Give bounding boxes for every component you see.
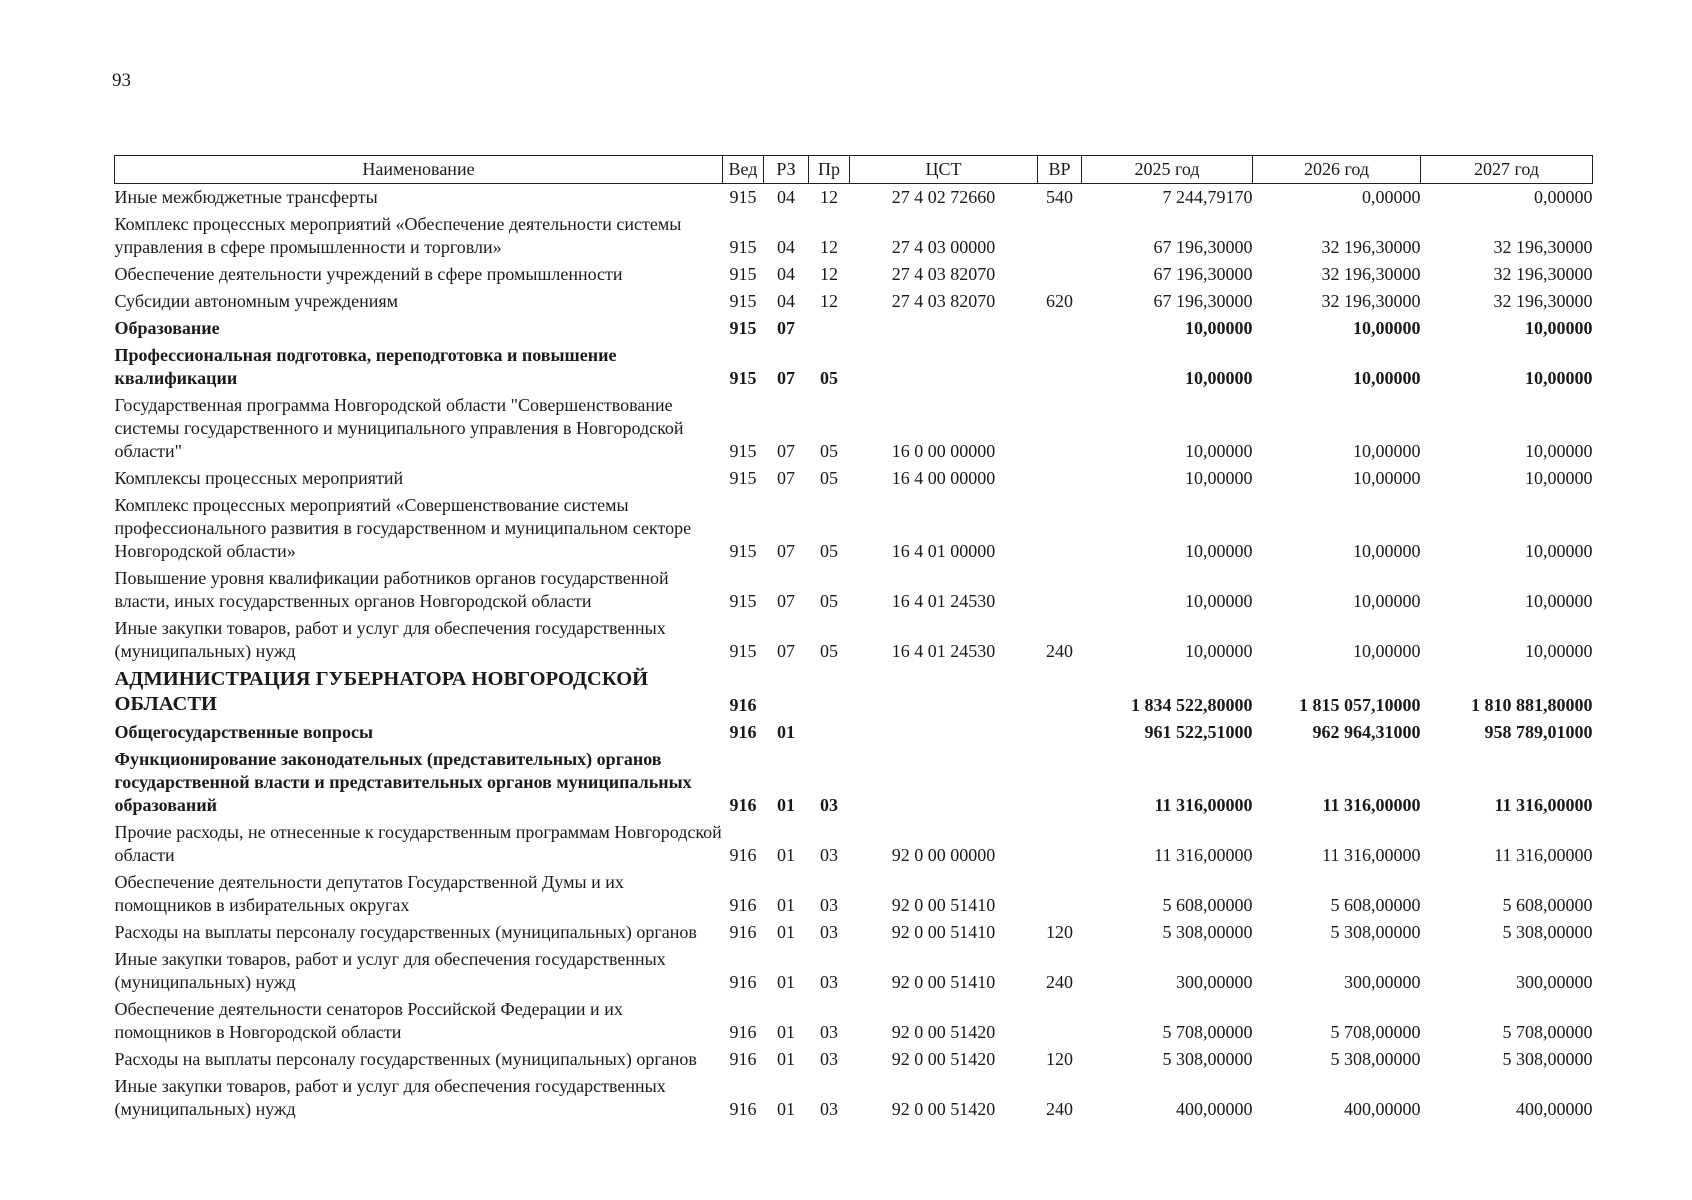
cell-pr: 12 (820, 237, 838, 257)
cell-cst: 16 4 01 24530 (891, 591, 996, 611)
cell-cst (850, 748, 1038, 821)
cell-vr (1038, 317, 1082, 344)
table-row (115, 748, 1593, 821)
cell-vr (1038, 871, 1082, 921)
cell-pr: 12 (820, 264, 838, 284)
cell-name: Иные закупки товаров, работ и услуг для обеспечения государственных (муниципальных) нужд (114, 949, 666, 992)
cell-year-2026: 32 196,30000 (1321, 237, 1421, 257)
cell-name: Комплексы процессных мероприятий (114, 468, 404, 488)
header-2026: 2026 год (1253, 156, 1421, 184)
header-2027: 2027 год (1421, 156, 1593, 184)
cell-ved: 915 (729, 318, 757, 338)
cell-ved: 916 (729, 695, 757, 715)
cell-name: Комплекс процессных мероприятий «Обеспечение деятельности системы управления в сфере промышленности и торговли» (114, 214, 682, 257)
cell-year-2027: 10,00000 (1525, 541, 1593, 561)
cell-ved: 915 (729, 264, 757, 284)
table-row (115, 213, 1593, 263)
cell-vr (1038, 213, 1082, 263)
cell-rz: 07 (777, 441, 795, 461)
cell-year-2025: 67 196,30000 (1153, 291, 1253, 311)
cell-ved: 915 (729, 468, 757, 488)
cell-name: Общегосударственные вопросы (114, 722, 373, 742)
cell-year-2027: 32 196,30000 (1493, 291, 1593, 311)
table-row (115, 263, 1593, 290)
cell-year-2027: 958 789,01000 (1484, 722, 1593, 742)
cell-cst: 16 0 00 00000 (891, 441, 996, 461)
cell-name: АДМИНИСТРАЦИЯ ГУБЕРНАТОРА НОВГОРОДСКОЙ ОБЛАСТИ (114, 668, 649, 715)
cell-year-2026: 10,00000 (1353, 468, 1421, 488)
table-row (115, 871, 1593, 921)
cell-pr: 05 (820, 641, 838, 661)
cell-rz: 04 (777, 187, 795, 207)
cell-rz: 07 (777, 641, 795, 661)
cell-year-2026: 5 708,00000 (1330, 1022, 1421, 1042)
cell-vr (1038, 567, 1082, 617)
cell-year-2027: 11 316,00000 (1494, 845, 1593, 865)
cell-year-2025: 10,00000 (1185, 641, 1253, 661)
cell-pr: 03 (820, 795, 838, 815)
cell-vr: 240 (1046, 972, 1073, 992)
cell-vr (1038, 667, 1082, 721)
cell-year-2025: 5 608,00000 (1162, 895, 1253, 915)
header-rz: РЗ (764, 156, 809, 184)
cell-year-2027: 10,00000 (1525, 468, 1593, 488)
cell-rz: 01 (777, 922, 795, 942)
cell-year-2026: 300,00000 (1344, 972, 1421, 992)
cell-ved: 915 (729, 441, 757, 461)
cell-rz: 01 (777, 722, 795, 742)
cell-name: Иные закупки товаров, работ и услуг для обеспечения государственных (муниципальных) нужд (114, 618, 666, 661)
cell-cst: 92 0 00 51420 (891, 1022, 996, 1042)
table-row (115, 344, 1593, 394)
budget-table (114, 155, 1593, 1125)
cell-year-2026: 11 316,00000 (1322, 845, 1421, 865)
cell-pr: 05 (820, 368, 838, 388)
cell-year-2025: 5 708,00000 (1162, 1022, 1253, 1042)
cell-year-2027: 400,00000 (1516, 1099, 1593, 1119)
page-number: 93 (112, 70, 131, 91)
cell-cst: 16 4 01 00000 (891, 541, 996, 561)
table-row (115, 184, 1593, 214)
cell-rz: 07 (777, 591, 795, 611)
cell-year-2026: 10,00000 (1353, 591, 1421, 611)
cell-year-2027: 5 608,00000 (1502, 895, 1593, 915)
cell-ved: 916 (729, 895, 757, 915)
cell-year-2026: 962 964,31000 (1312, 722, 1421, 742)
cell-rz: 01 (777, 1049, 795, 1069)
cell-rz: 04 (777, 264, 795, 284)
cell-name: Прочие расходы, не отнесенные к государственным программам Новгородской области (114, 822, 722, 865)
cell-pr: 12 (820, 187, 838, 207)
cell-ved: 916 (729, 845, 757, 865)
cell-rz: 07 (777, 368, 795, 388)
cell-year-2025: 10,00000 (1185, 318, 1253, 338)
table-row (115, 567, 1593, 617)
cell-year-2026: 10,00000 (1353, 441, 1421, 461)
table-row (115, 921, 1593, 948)
cell-year-2026: 10,00000 (1353, 641, 1421, 661)
cell-rz: 01 (777, 895, 795, 915)
cell-ved: 915 (729, 237, 757, 257)
cell-year-2027: 5 708,00000 (1502, 1022, 1593, 1042)
cell-vr (1038, 494, 1082, 567)
cell-cst (850, 721, 1038, 748)
cell-name: Повышение уровня квалификации работников органов государственной власти, иных государственных органов Новгородской области (114, 568, 669, 611)
cell-name: Иные межбюджетные трансферты (114, 187, 378, 207)
cell-cst: 92 0 00 51420 (891, 1099, 996, 1119)
cell-ved: 915 (729, 291, 757, 311)
header-vr: ВР (1038, 156, 1082, 184)
cell-vr (1038, 394, 1082, 467)
cell-rz: 04 (777, 237, 795, 257)
table-row (115, 721, 1593, 748)
cell-ved: 915 (729, 641, 757, 661)
table-row (115, 948, 1593, 998)
table-row (115, 467, 1593, 494)
cell-year-2027: 300,00000 (1516, 972, 1593, 992)
cell-ved: 916 (729, 722, 757, 742)
cell-rz (764, 667, 809, 721)
cell-year-2026: 5 608,00000 (1330, 895, 1421, 915)
cell-cst: 27 4 02 72660 (891, 187, 996, 207)
header-name: Наименование (115, 156, 723, 184)
cell-vr (1038, 263, 1082, 290)
table-row (115, 290, 1593, 317)
table-row (115, 1048, 1593, 1075)
cell-year-2027: 10,00000 (1525, 368, 1593, 388)
cell-pr: 03 (820, 1099, 838, 1119)
cell-pr: 03 (820, 895, 838, 915)
cell-cst: 92 0 00 51410 (891, 922, 996, 942)
cell-year-2025: 11 316,00000 (1154, 795, 1253, 815)
cell-ved: 916 (729, 922, 757, 942)
cell-cst: 92 0 00 51410 (891, 895, 996, 915)
cell-cst (850, 344, 1038, 394)
cell-ved: 915 (729, 541, 757, 561)
cell-year-2026: 1 815 057,10000 (1299, 695, 1421, 715)
cell-pr (809, 317, 850, 344)
cell-cst: 27 4 03 82070 (891, 264, 996, 284)
cell-year-2025: 300,00000 (1176, 972, 1253, 992)
cell-vr (1038, 748, 1082, 821)
cell-pr: 03 (820, 845, 838, 865)
table-row (115, 617, 1593, 667)
cell-cst: 92 0 00 00000 (891, 845, 996, 865)
cell-cst: 27 4 03 00000 (891, 237, 996, 257)
cell-year-2025: 5 308,00000 (1162, 1049, 1253, 1069)
cell-year-2027: 5 308,00000 (1502, 1049, 1593, 1069)
cell-name: Субсидии автономным учреждениям (114, 291, 399, 311)
header-2025: 2025 год (1082, 156, 1253, 184)
cell-year-2027: 5 308,00000 (1502, 922, 1593, 942)
cell-year-2027: 11 316,00000 (1494, 795, 1593, 815)
cell-year-2027: 32 196,30000 (1493, 237, 1593, 257)
cell-name: Обеспечение деятельности депутатов Государственной Думы и их помощников в избирательных округах (114, 872, 624, 915)
cell-ved: 916 (729, 795, 757, 815)
cell-year-2027: 10,00000 (1525, 318, 1593, 338)
cell-year-2025: 11 316,00000 (1154, 845, 1253, 865)
cell-year-2025: 7 244,79170 (1162, 187, 1253, 207)
table-row (115, 667, 1593, 721)
cell-vr: 240 (1046, 1099, 1073, 1119)
header-pr: Пр (809, 156, 850, 184)
cell-year-2027: 10,00000 (1525, 641, 1593, 661)
cell-name: Профессиональная подготовка, переподготовка и повышение квалификации (114, 345, 617, 388)
cell-year-2025: 10,00000 (1185, 368, 1253, 388)
cell-year-2025: 67 196,30000 (1153, 237, 1253, 257)
cell-year-2025: 5 308,00000 (1162, 922, 1253, 942)
cell-year-2025: 67 196,30000 (1153, 264, 1253, 284)
cell-cst (850, 317, 1038, 344)
cell-pr: 03 (820, 1022, 838, 1042)
cell-vr (1038, 821, 1082, 871)
cell-name: Обеспечение деятельности сенаторов Российской Федерации и их помощников в Новгородской области (114, 999, 623, 1042)
cell-rz: 01 (777, 1022, 795, 1042)
cell-year-2025: 1 834 522,80000 (1131, 695, 1253, 715)
cell-year-2026: 5 308,00000 (1330, 922, 1421, 942)
cell-year-2025: 10,00000 (1185, 541, 1253, 561)
cell-year-2026: 0,00000 (1362, 187, 1421, 207)
cell-year-2026: 10,00000 (1353, 368, 1421, 388)
cell-vr (1038, 467, 1082, 494)
cell-ved: 916 (729, 972, 757, 992)
cell-vr: 240 (1046, 641, 1073, 661)
cell-name: Расходы на выплаты персоналу государственных (муниципальных) органов (114, 1049, 697, 1069)
cell-ved: 916 (729, 1049, 757, 1069)
cell-pr: 12 (820, 291, 838, 311)
cell-name: Иные закупки товаров, работ и услуг для обеспечения государственных (муниципальных) нужд (114, 1076, 666, 1119)
cell-year-2026: 10,00000 (1353, 318, 1421, 338)
cell-name: Комплекс процессных мероприятий «Совершенствование системы профессионального развития в государственном и муниципальном секторе Новгородской области» (114, 495, 692, 561)
header-ved: Вед (723, 156, 764, 184)
cell-pr: 03 (820, 972, 838, 992)
cell-year-2026: 32 196,30000 (1321, 291, 1421, 311)
cell-year-2027: 10,00000 (1525, 441, 1593, 461)
cell-ved: 915 (729, 187, 757, 207)
cell-year-2027: 10,00000 (1525, 591, 1593, 611)
cell-vr (1038, 344, 1082, 394)
cell-cst: 92 0 00 51420 (891, 1049, 996, 1069)
cell-ved: 916 (729, 1099, 757, 1119)
cell-ved: 916 (729, 1022, 757, 1042)
cell-year-2025: 400,00000 (1176, 1099, 1253, 1119)
cell-vr: 120 (1046, 922, 1073, 942)
table-row (115, 317, 1593, 344)
table-row (115, 394, 1593, 467)
cell-vr: 620 (1046, 291, 1073, 311)
cell-name: Государственная программа Новгородской области "Совершенствование системы государственного и муниципального управления в Новгородской области" (114, 395, 684, 461)
cell-rz: 04 (777, 291, 795, 311)
cell-cst: 27 4 03 82070 (891, 291, 996, 311)
cell-vr (1038, 998, 1082, 1048)
cell-ved: 915 (729, 591, 757, 611)
cell-pr (809, 667, 850, 721)
cell-pr: 05 (820, 468, 838, 488)
cell-rz: 01 (777, 1099, 795, 1119)
cell-cst: 92 0 00 51410 (891, 972, 996, 992)
cell-year-2027: 0,00000 (1534, 187, 1593, 207)
cell-pr: 03 (820, 1049, 838, 1069)
table-row (115, 998, 1593, 1048)
cell-year-2027: 32 196,30000 (1493, 264, 1593, 284)
cell-rz: 01 (777, 972, 795, 992)
cell-rz: 07 (777, 468, 795, 488)
cell-year-2025: 961 522,51000 (1144, 722, 1253, 742)
cell-name: Обеспечение деятельности учреждений в сфере промышленности (114, 264, 623, 284)
cell-vr: 540 (1046, 187, 1073, 207)
cell-pr: 03 (820, 922, 838, 942)
cell-pr (809, 721, 850, 748)
cell-name: Расходы на выплаты персоналу государственных (муниципальных) органов (114, 922, 697, 942)
cell-rz: 01 (777, 795, 795, 815)
cell-pr: 05 (820, 441, 838, 461)
header-cst: ЦСТ (850, 156, 1038, 184)
cell-rz: 07 (777, 318, 795, 338)
cell-rz: 01 (777, 845, 795, 865)
cell-year-2026: 400,00000 (1344, 1099, 1421, 1119)
table-row (115, 1075, 1593, 1125)
cell-rz: 07 (777, 541, 795, 561)
cell-name: Функционирование законодательных (представительных) органов государственной власти и представительных органов муниципальных образований (114, 749, 692, 815)
cell-cst: 16 4 01 24530 (891, 641, 996, 661)
table-row (115, 494, 1593, 567)
cell-year-2025: 10,00000 (1185, 468, 1253, 488)
cell-vr: 120 (1046, 1049, 1073, 1069)
cell-cst: 16 4 00 00000 (891, 468, 996, 488)
table-row (115, 821, 1593, 871)
cell-year-2025: 10,00000 (1185, 591, 1253, 611)
cell-cst (850, 667, 1038, 721)
cell-year-2025: 10,00000 (1185, 441, 1253, 461)
cell-year-2027: 1 810 881,80000 (1471, 695, 1593, 715)
table-header-row (115, 156, 1593, 184)
cell-year-2026: 32 196,30000 (1321, 264, 1421, 284)
cell-year-2026: 5 308,00000 (1330, 1049, 1421, 1069)
cell-name: Образование (114, 318, 220, 338)
cell-ved: 915 (729, 368, 757, 388)
cell-pr: 05 (820, 541, 838, 561)
cell-vr (1038, 721, 1082, 748)
cell-pr: 05 (820, 591, 838, 611)
cell-year-2026: 10,00000 (1353, 541, 1421, 561)
cell-year-2026: 11 316,00000 (1322, 795, 1421, 815)
